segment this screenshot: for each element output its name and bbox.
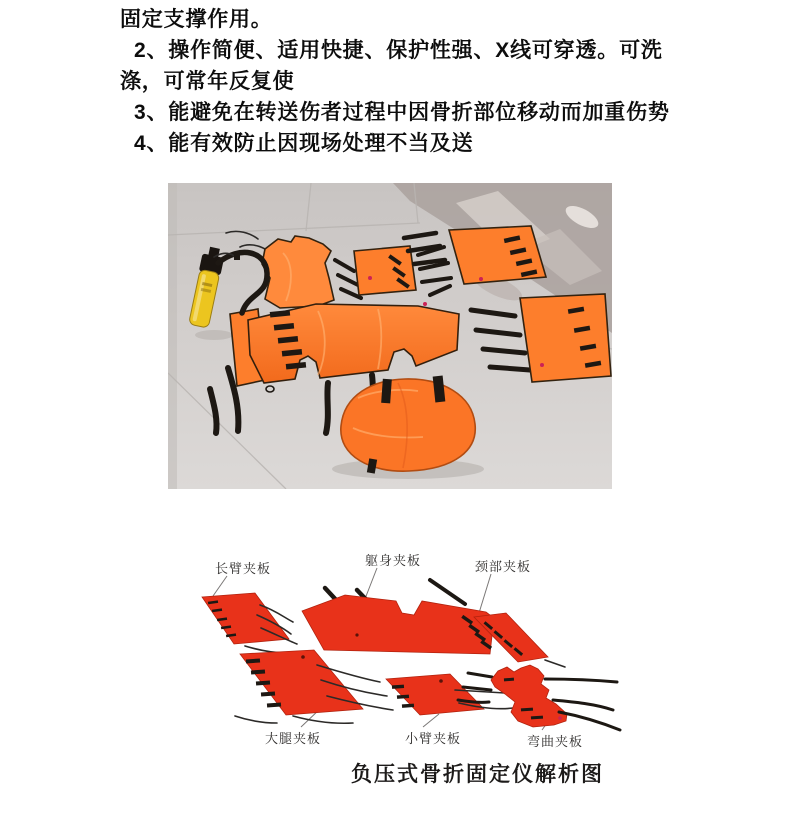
intro-text	[120, 4, 720, 159]
diagram-caption: 负压式骨折固定仪解析图	[351, 762, 604, 786]
torso-splint-shape	[302, 580, 494, 654]
pump-shadow	[195, 330, 233, 340]
exploded-diagram	[175, 540, 635, 815]
diagram-label-forearm-splint: 小臂夹板	[405, 731, 462, 746]
diagram-label-neck-splint: 颈部夹板	[475, 559, 532, 574]
intro-line-5: 4、能有效防止因现场处理不当及送	[134, 132, 474, 155]
product-photo	[168, 183, 612, 489]
diagram-label-curved-splint: 弯曲夹板	[527, 734, 584, 749]
intro-line-3: 涤，可常年反复使	[120, 70, 295, 93]
diagram-label-long-arm-splint: 长臂夹板	[215, 561, 272, 576]
square-splint	[354, 246, 416, 295]
product-photo-illustration	[168, 183, 612, 489]
intro-line-1: 固定支撑作用。	[120, 8, 273, 31]
diagram-label-torso-splint: 躯身夹板	[365, 553, 422, 568]
long-arm-splint-shape	[202, 593, 297, 653]
thigh-splint-shape	[235, 650, 393, 723]
intro-line-4: 3、能避免在转送伤者过程中因骨折部位移动而加重伤势	[134, 101, 670, 124]
curved-splint-shape	[458, 665, 620, 730]
intro-line-2: 2、操作简便、适用快捷、保护性强、X线可穿透。可洗	[134, 39, 663, 62]
diagram-label-thigh-splint: 大腿夹板	[265, 731, 322, 746]
